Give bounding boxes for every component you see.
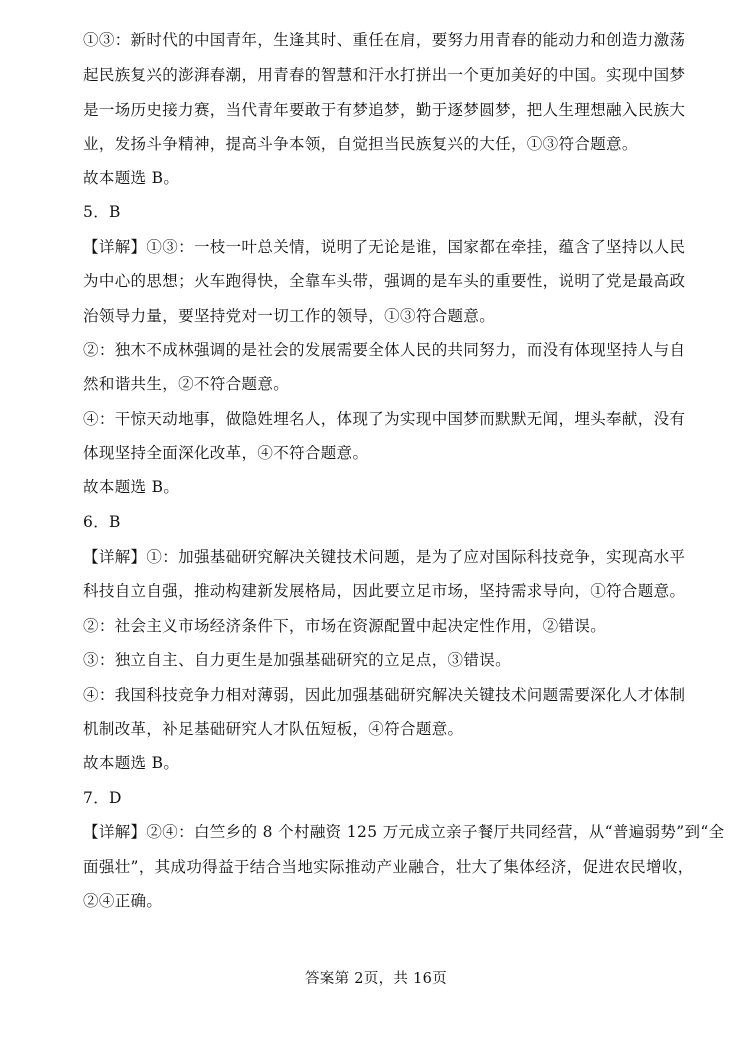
text-line: 故本题选 B。 — [83, 169, 180, 187]
text-line: 【详解】①③：一枝一叶总关情，说明了无论是谁，国家都在牵挂，蕴含了坚持以人民 — [83, 238, 686, 256]
text-line: 【详解】①：加强基础研究解决关键技术问题，是为了应对国际科技竞争，实现高水平 — [83, 548, 686, 566]
text-line: 故本题选 B。 — [83, 754, 180, 772]
text-line: 故本题选 B。 — [83, 478, 180, 496]
text-line: 治领导力量，要坚持党对一切工作的领导，①③符合题意。 — [83, 307, 496, 325]
page-footer: 答案第 2页，共 16页 — [305, 971, 447, 987]
question-number: 7．D — [83, 789, 122, 807]
text-line: ①③：新时代的中国青年，生逢其时、重任在肩，要努力用青春的能动力和创造力激荡 — [83, 31, 686, 49]
text-line: 起民族复兴的澎湃春潮，用青春的智慧和汗水打拼出一个更加美好的中国。实现中国梦 — [83, 66, 686, 84]
text-line: 业，发扬斗争精神，提高斗争本领，自觉担当民族复兴的大任，①③符合题意。 — [83, 135, 638, 153]
text-line: 为中心的思想；火车跑得快，全靠车头带，强调的是车头的重要性，说明了党是最高政 — [83, 272, 686, 290]
text-line: ③：独立自主、自力更生是加强基础研究的立足点，③错误。 — [83, 651, 511, 669]
text-line: ②：独木不成林强调的是社会的发展需要全体人民的共同努力，而没有体现坚持人与自 — [83, 341, 686, 359]
text-line: 体现坚持全面深化改革，④不符合题意。 — [83, 444, 369, 462]
text-line: 科技自立自强，推动构建新发展格局，因此要立足市场，坚持需求导向，①符合题意。 — [83, 582, 686, 600]
question-number: 5．B — [83, 203, 121, 221]
text-line: ②：社会主义市场经济条件下，市场在资源配置中起决定性作用，②错误。 — [83, 617, 607, 635]
text-line: 然和谐共生，②不符合题意。 — [83, 375, 290, 393]
question-number: 6．B — [83, 513, 121, 531]
text-line: 面强壮”，其成功得益于结合当地实际推动产业融合，壮大了集体经济，促进农民增收， — [83, 858, 694, 876]
text-line: 【详解】②④：白竺乡的 8 个村融资 125 万元成立亲子餐厅共同经营，从“普遍弱势”到“全 — [83, 823, 725, 841]
text-line: ②④正确。 — [83, 892, 163, 910]
text-line: ④：干惊天动地事，做隐姓埋名人，体现了为实现中国梦而默默无闻，埋头奉献，没有 — [83, 410, 686, 428]
text-line: ④：我国科技竞争力相对薄弱，因此加强基础研究解决关键技术问题需要深化人才体制 — [83, 686, 686, 704]
text-line: 机制改革，补足基础研究人才队伍短板，④符合题意。 — [83, 720, 464, 738]
text-line: 是一场历史接力赛，当代青年要敢于有梦追梦，勤于逐梦圆梦，把人生理想融入民族大 — [83, 101, 686, 119]
